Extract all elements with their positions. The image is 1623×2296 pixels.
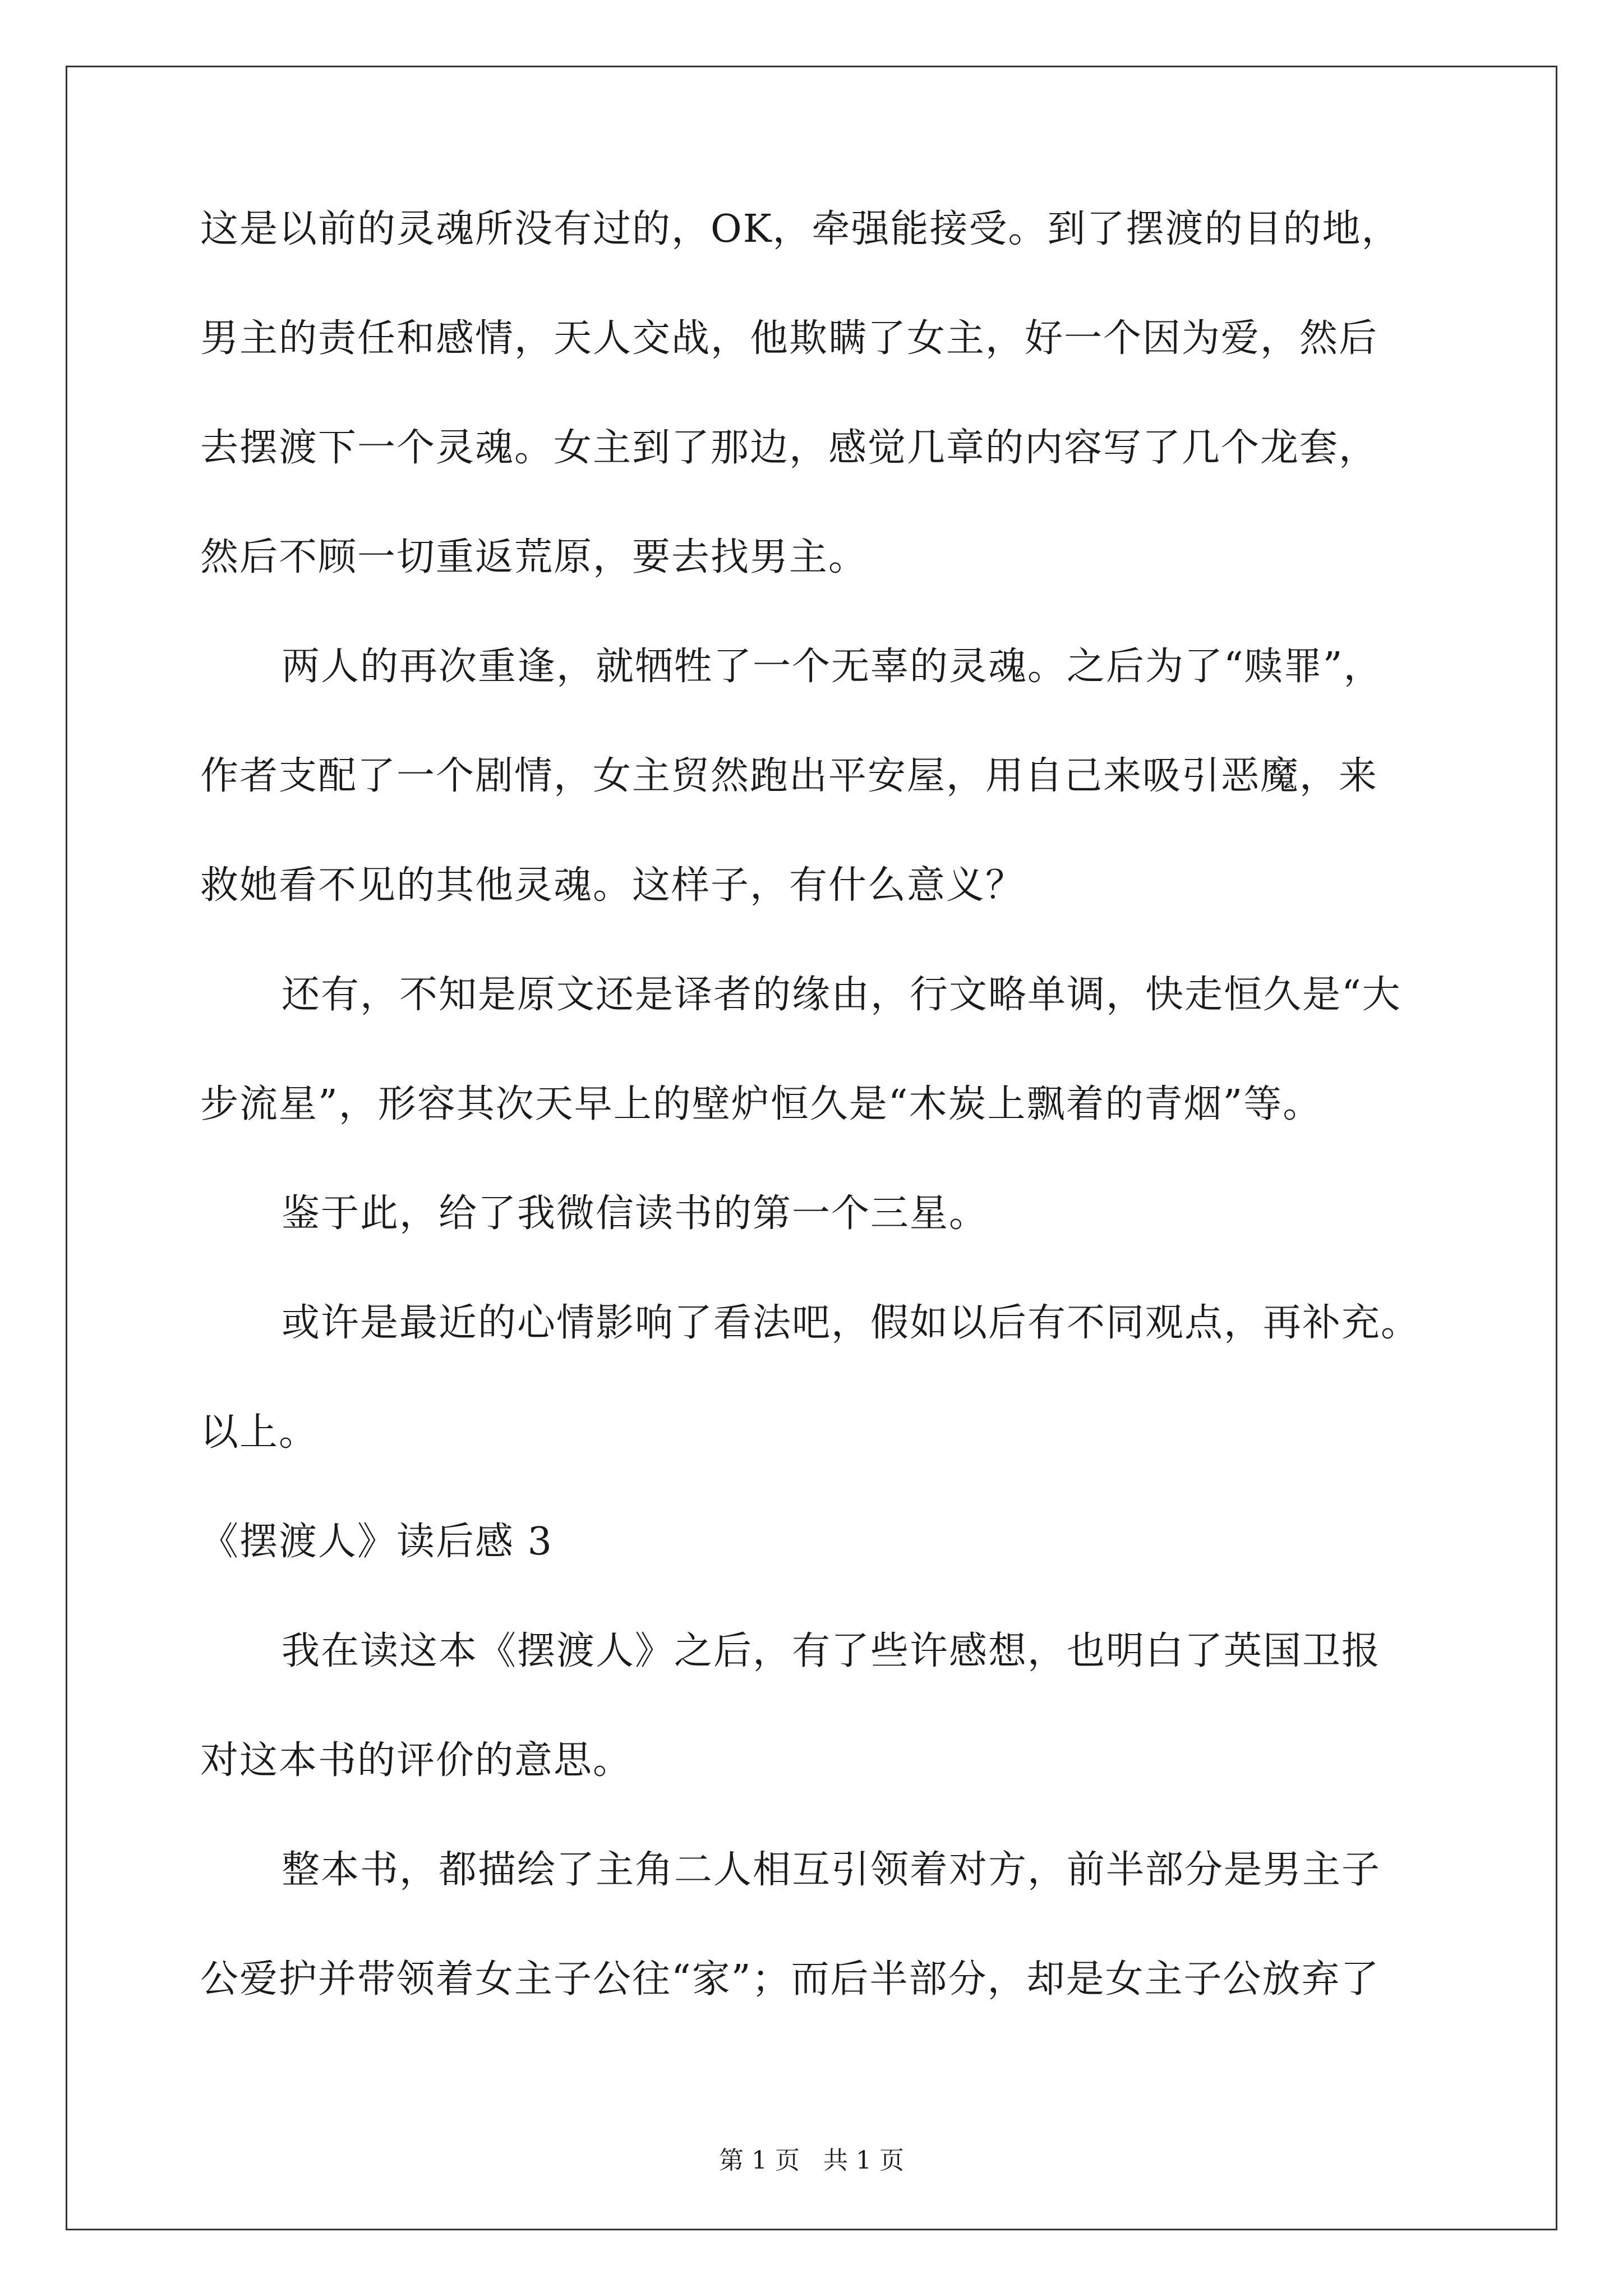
text-line: 步流星”，形容其次天早上的壁炉恒久是“木炭上飘着的青烟”等。	[200, 1082, 1322, 1126]
text-line: 男主的责任和感情，天人交战，他欺瞒了女主，好一个因为爱，然后	[200, 316, 1378, 361]
text-line: 然后不顾一切重返荒原，要去找男主。	[200, 535, 868, 579]
text-line: 我在读这本《摆渡人》之后，有了些许感想，也明白了英国卫报	[282, 1629, 1381, 1673]
page-border	[66, 66, 1557, 2230]
text-line: 两人的再次重逢，就牺牲了一个无辜的灵魂。之后为了“赎罪”，	[282, 645, 1383, 689]
text-line: 或许是最近的心情影响了看法吧，假如以后有不同观点，再补充。	[282, 1301, 1421, 1345]
text-line: 对这本书的评价的意思。	[200, 1738, 633, 1783]
text-line: 救她看不见的其他灵魂。这样子，有什么意义？	[200, 863, 1025, 908]
section-heading: 《摆渡人》读后感 3	[200, 1520, 553, 1564]
text-line: 还有，不知是原文还是译者的缘由，行文略单调，快走恒久是“大	[282, 973, 1401, 1017]
text-line: 去摆渡下一个灵魂。女主到了那边，感觉几章的内容写了几个龙套，	[200, 426, 1378, 470]
text-line: 鉴于此，给了我微信读书的第一个三星。	[282, 1191, 989, 1236]
text-line: 以上。	[200, 1410, 319, 1455]
text-line: 整本书，都描绘了主角二人相互引领着对方，前半部分是男主子	[282, 1848, 1381, 1892]
page-total: 共 1 页	[823, 2146, 904, 2175]
page-number: 第 1 页	[719, 2146, 800, 2175]
text-line: 这是以前的灵魂所没有过的，OK，牵强能接受。到了摆渡的目的地，	[200, 207, 1401, 251]
text-line: 公爱护并带领着女主子公往“家”；而后半部分，却是女主子公放弃了	[200, 1957, 1380, 2001]
text-line: 作者支配了一个剧情，女主贸然跑出平安屋，用自己来吸引恶魔，来	[200, 754, 1378, 798]
page-footer	[0, 2148, 1623, 2173]
